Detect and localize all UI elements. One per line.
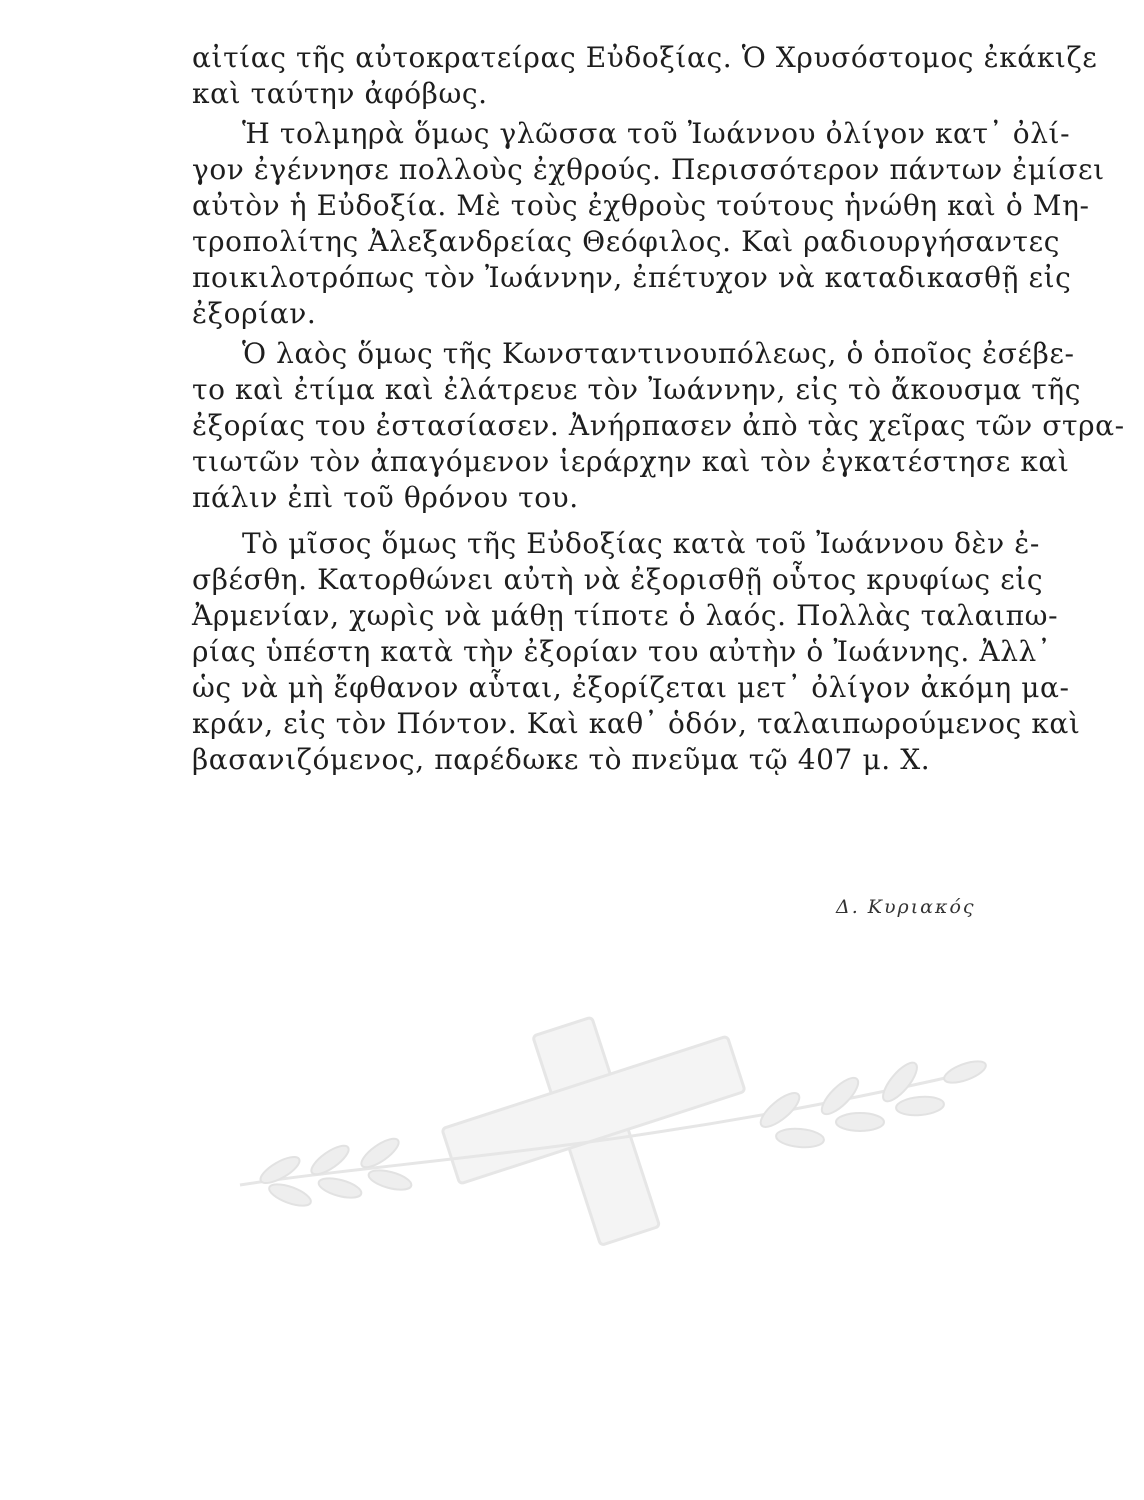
text-line: ἐξορίαν. — [192, 297, 317, 330]
paragraph — [192, 336, 1125, 516]
text-line: σβέσθη. Κατορθώνει αὐτὴ νὰ ἐξορισθῇ οὗτος κρυφίως εἰς — [192, 563, 1044, 596]
text-line: Ἀρμενίαν, χωρὶς νὰ μάθῃ τίποτε ὁ λαός. Πολλὰς ταλαιπω- — [192, 599, 1059, 632]
document-body — [192, 40, 1125, 778]
text-line: ρίας ὑπέστη κατὰ τὴν ἐξορίαν του αὐτὴν ὁ Ἰωάννης. Ἀλλ᾽ — [192, 635, 1052, 668]
text-line: κράν, εἰς τὸν Πόντον. Καὶ καθ᾽ ὁδόν, ταλαιπωρούμενος καὶ — [192, 707, 1081, 740]
author-signature: Δ. Κυριακός — [836, 896, 976, 918]
text-line: αἰτίας τῆς αὐτοκρατείρας Εὐδοξίας. Ὁ Χρυσόστομος ἐκάκιζε — [192, 41, 1098, 74]
text-line: γον ἐγέννησε πολλοὺς ἐχθρούς. Περισσότερον πάντων ἐμίσει — [192, 153, 1105, 186]
paragraph — [192, 40, 1098, 112]
paragraph — [192, 116, 1105, 332]
text-line: ποικιλοτρόπως τὸν Ἰωάννην, ἐπέτυχον νὰ καταδικασθῇ εἰς — [192, 261, 1072, 294]
text-line: ὡς νὰ μὴ ἔφθανον αὗται, ἐξορίζεται μετ᾽ ὀλίγον ἀκόμη μα- — [192, 671, 1070, 704]
text-line: αὐτὸν ἡ Εὐδοξία. Μὲ τοὺς ἐχθροὺς τούτους ἡνώθη καὶ ὁ Μη- — [192, 189, 1090, 222]
text-line: ἐξορίας του ἐστασίασεν. Ἀνήρπασεν ἀπὸ τὰς χεῖρας τῶν στρα- — [192, 409, 1125, 442]
text-line: Τὸ μῖσος ὅμως τῆς Εὐδοξίας κατὰ τοῦ Ἰωάννου δὲν ἐ- — [242, 527, 1040, 560]
text-line: Ἡ τολμηρὰ ὅμως γλῶσσα τοῦ Ἰωάννου ὀλίγον κατ᾽ ὀλί- — [242, 117, 1071, 150]
text-line: Ὁ λαὸς ὅμως τῆς Κωνσταντινουπόλεως, ὁ ὁποῖος ἐσέβε- — [242, 337, 1075, 370]
text-line: πάλιν ἐπὶ τοῦ θρόνου του. — [192, 481, 579, 514]
text-line: βασανιζόμενος, παρέδωκε τὸ πνεῦμα τῷ 407 μ. Χ. — [192, 743, 931, 776]
text-line: τροπολίτης Ἀλεξανδρείας Θεόφιλος. Καὶ ραδιουργήσαντες — [192, 225, 1061, 258]
text-line: το καὶ ἐτίμα καὶ ἐλάτρευε τὸν Ἰωάννην, εἰς τὸ ἄκουσμα τῆς — [192, 373, 1081, 406]
cross-with-olive-branch-icon — [220, 1010, 1020, 1250]
paragraph — [192, 526, 1081, 778]
text-line: καὶ ταύτην ἀφόβως. — [192, 77, 488, 110]
text-line: τιωτῶν τὸν ἀπαγόμενον ἱεράρχην καὶ τὸν ἐγκατέστησε καὶ — [192, 445, 1070, 478]
